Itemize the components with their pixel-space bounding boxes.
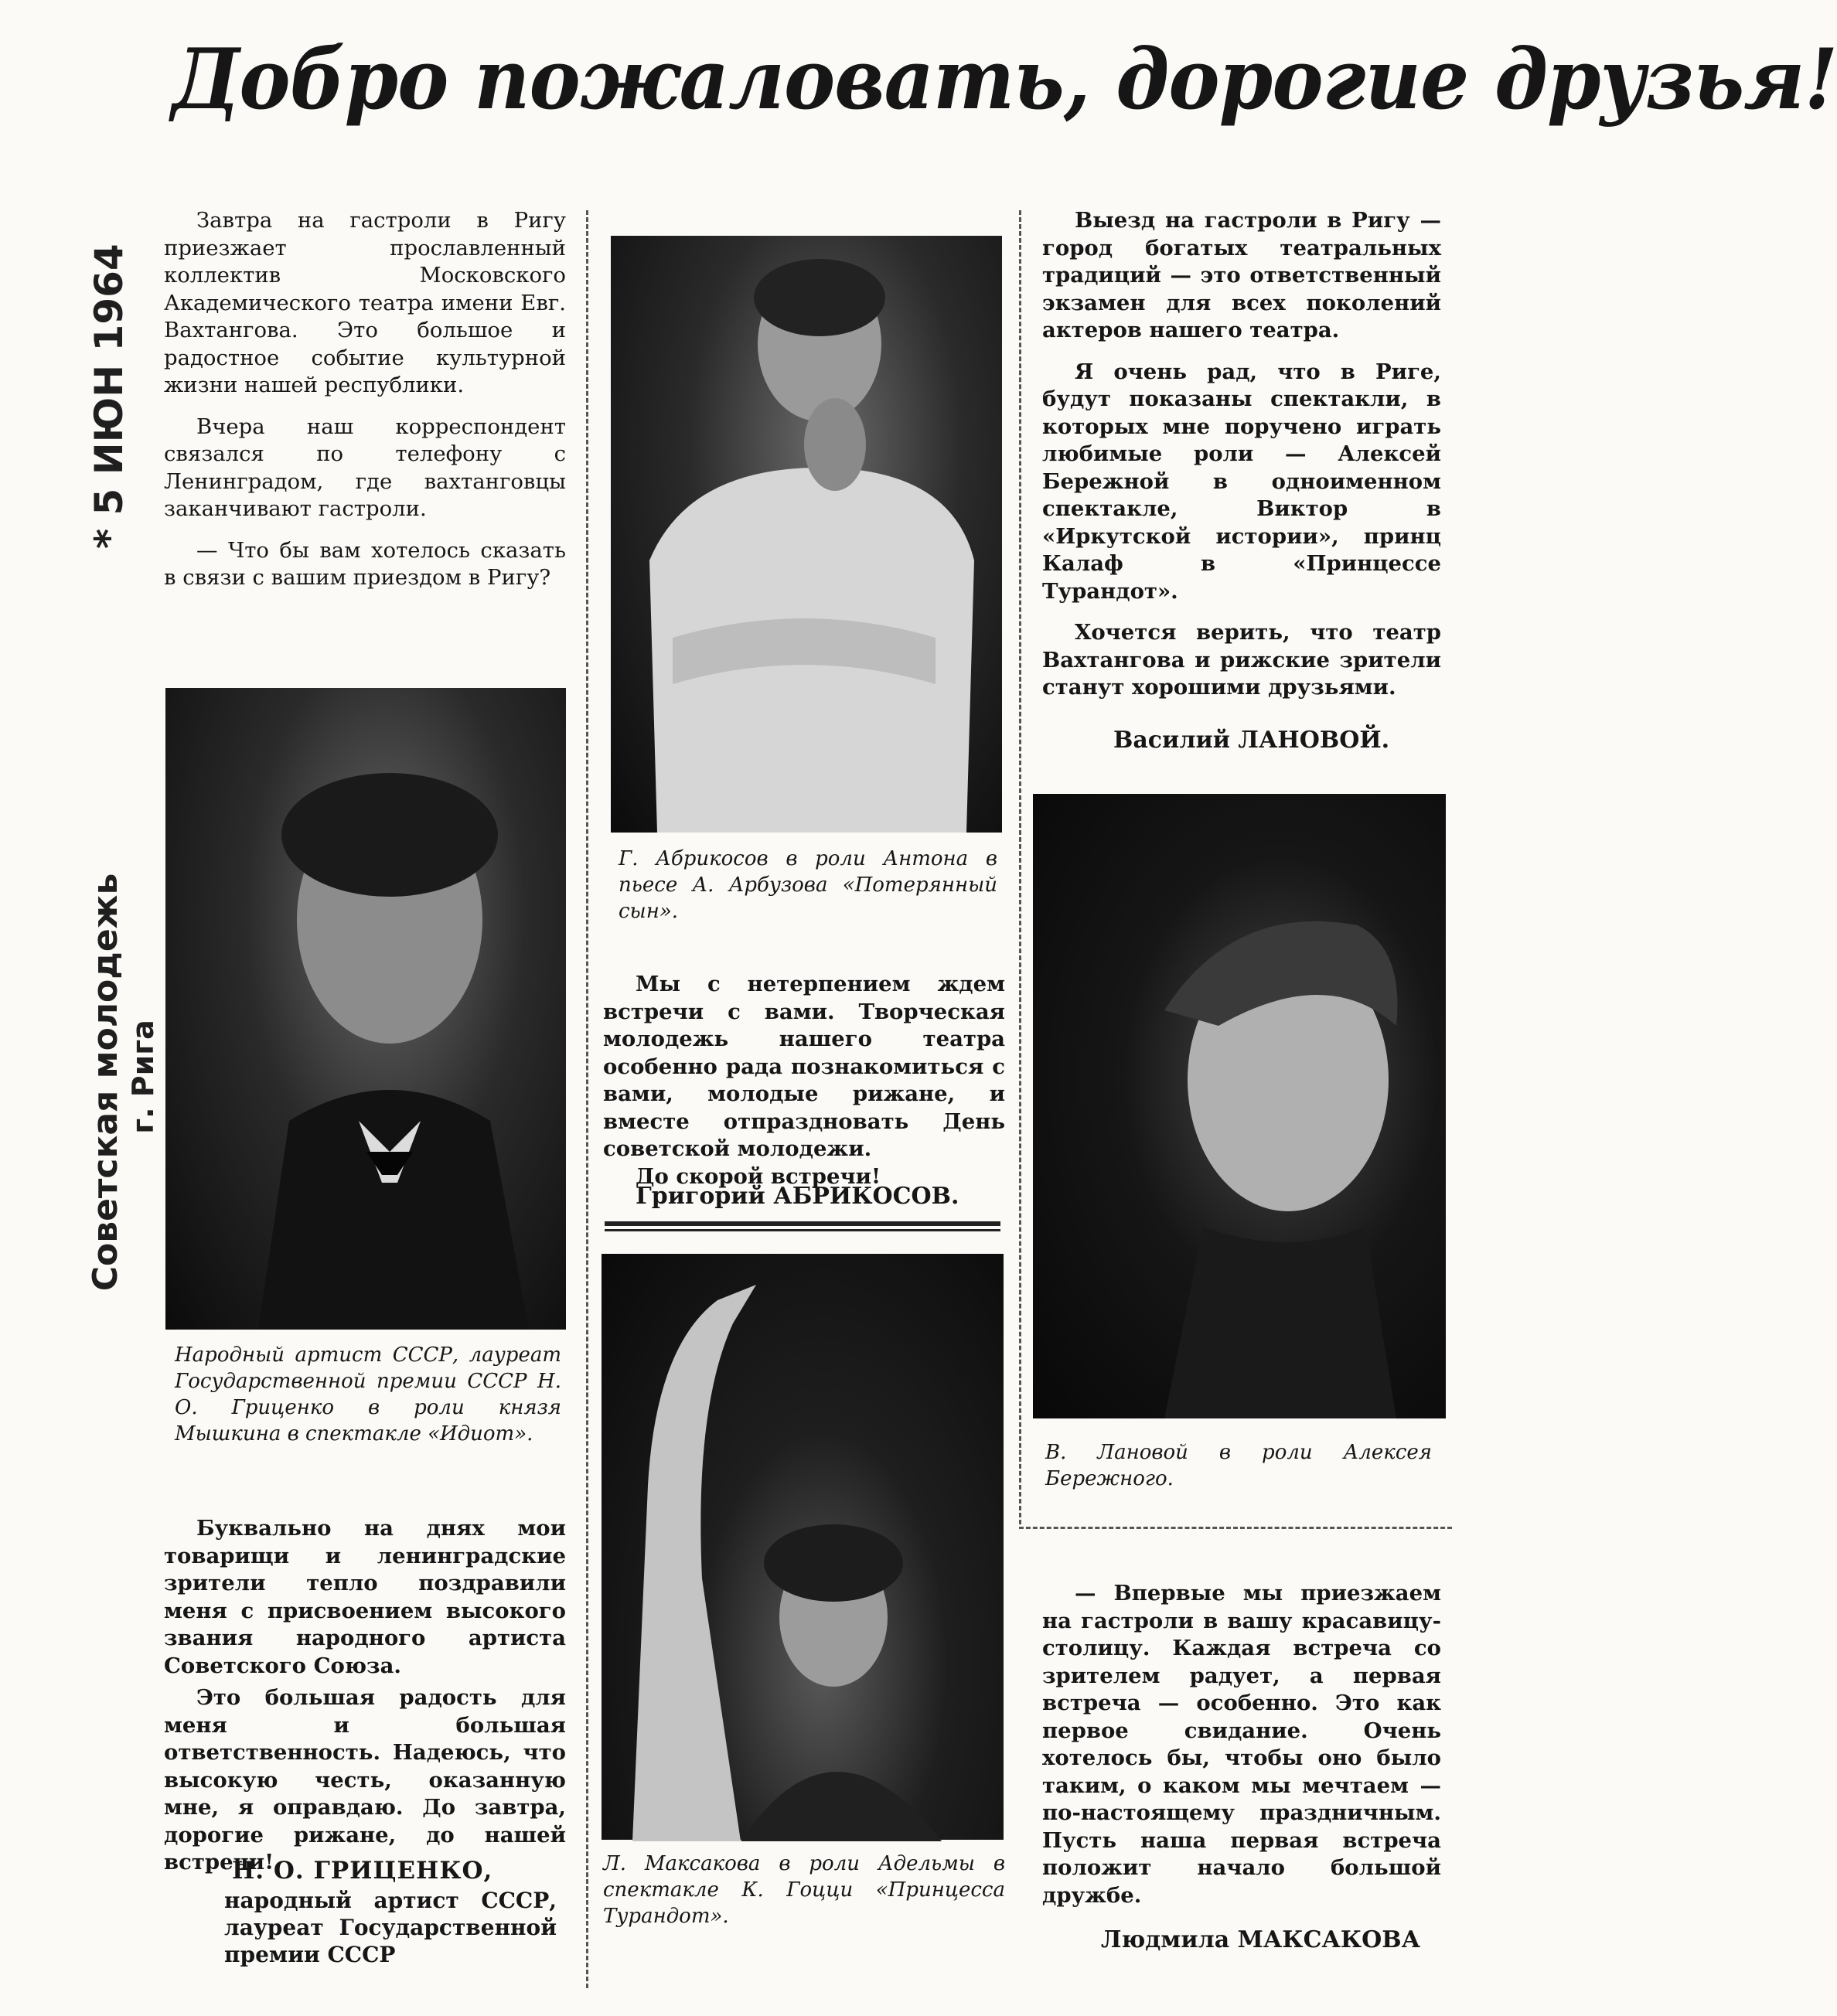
photo-gritsenko bbox=[165, 688, 566, 1330]
section-divider-right bbox=[1019, 1527, 1452, 1529]
lanovoy-paragraph-1: Выезд на гастроли в Ригу — город богатых театральных традиций — это ответственный экзамен для всех поколений актеров нашего театра. bbox=[1042, 208, 1441, 342]
city-stamp: г. Рига bbox=[126, 1020, 160, 1134]
gritsenko-article bbox=[164, 1515, 566, 1891]
portrait-figure-icon bbox=[611, 236, 1002, 833]
date-stamp: * 5 ИЮН 1964 bbox=[87, 243, 131, 549]
caption-maksakova: Л. Максакова в роли Адельмы в спектакле К. Гоцци «Принцесса Турандот». bbox=[603, 1852, 1005, 1928]
abrikosov-article bbox=[603, 971, 1005, 1190]
intro-paragraph-2: Вчера наш корреспондент связался по телефону с Ленинградом, где вахтанговцы заканчивают гастроли. bbox=[164, 414, 566, 521]
lanovoy-signature: Василий ЛАНОВОЙ. bbox=[1113, 727, 1390, 754]
maksakova-signature: Людмила МАКСАКОВА bbox=[1101, 1926, 1421, 1953]
column-divider-right bbox=[1019, 210, 1021, 1524]
photo-lanovoy bbox=[1033, 794, 1446, 1418]
gritsenko-paragraph-1: Буквально на днях мои товарищи и ленинградские зрители тепло поздравили меня с присвоением высокого звания народного артиста Советского Союза. bbox=[164, 1516, 566, 1678]
lanovoy-paragraph-2: Я очень рад, что в Риге, будут показаны спектакли, в которых мне поручено играть любимые роли — Алексей Бережной в одноименном спектакле, Виктор в «Иркутской истории», принц Калаф в «Принцессе Турандот». bbox=[1042, 359, 1441, 604]
abrikosov-paragraph-2: До скорой встречи! bbox=[636, 1163, 881, 1189]
abrikosov-paragraph-1: Мы с нетерпением ждем встречи с вами. Творческая молодежь нашего театра особенно рада познакомиться с вами, молодые рижане, и вместе отпраздновать День советской молодежи. bbox=[603, 972, 1005, 1161]
intro-paragraph-1: Завтра на гастроли в Ригу приезжает прославленный коллектив Московского Академического театра имени Евг. Вахтангова. Это большое и радостное событие культурной жизни нашей республики. bbox=[164, 208, 566, 397]
photo-abrikosov bbox=[611, 236, 1002, 833]
intro-article bbox=[164, 207, 566, 606]
photo-maksakova bbox=[602, 1254, 1004, 1840]
portrait-figure-icon bbox=[165, 688, 566, 1330]
column-divider-left bbox=[586, 210, 588, 1988]
gritsenko-signature-title: народный артист СССР, лауреат Государственной премии СССР bbox=[224, 1888, 557, 1967]
gritsenko-signature-name: Н. О. ГРИЦЕНКО, bbox=[232, 1857, 493, 1885]
caption-gritsenko: Народный артист СССР, лауреат Государственной премии СССР Н. О. Гриценко в роли князя Мышкина в спектакле «Идиот». bbox=[175, 1343, 561, 1446]
lanovoy-article bbox=[1042, 207, 1441, 716]
newspaper-name-stamp: Советская молодежь bbox=[86, 873, 125, 1292]
abrikosov-signature: Григорий АБРИКОСОВ. bbox=[636, 1183, 959, 1210]
caption-abrikosov: Г. Абрикосов в роли Антона в пьесе А. Арбузова «Потерянный сын». bbox=[619, 847, 997, 923]
portrait-figure-icon bbox=[1033, 794, 1446, 1418]
lanovoy-paragraph-3: Хочется верить, что театр Вахтангова и рижские зрители станут хорошими друзьями. bbox=[1042, 620, 1441, 700]
intro-paragraph-3: — Что бы вам хотелось сказать в связи с вашим приездом в Ригу? bbox=[164, 537, 566, 590]
caption-lanovoy: В. Лановой в роли Алексея Бережного. bbox=[1045, 1441, 1432, 1490]
maksakova-article bbox=[1042, 1580, 1441, 1923]
gritsenko-paragraph-2: Это большая радость для меня и большая ответственность. Надеюсь, что высокую честь, оказанную мне, я оправдаю. До завтра, дорогие рижане, до нашей встречи! bbox=[164, 1685, 566, 1875]
maksakova-paragraph-1: — Впервые мы приезжаем на гастроли в вашу красавицу-столицу. Каждая встреча со зрителем радует, а первая встреча — особенно. Это как первое свидание. Очень хотелось бы, чтобы оно было таким, о каком мы мечтаем — по-настоящему праздничным. Пусть наша первая встреча положит начало большой дружбе. bbox=[1042, 1581, 1441, 1908]
headline: Добро пожаловать, дорогие друзья! bbox=[172, 31, 1837, 128]
center-double-rule bbox=[605, 1221, 1000, 1231]
portrait-figure-icon bbox=[602, 1254, 1004, 1840]
